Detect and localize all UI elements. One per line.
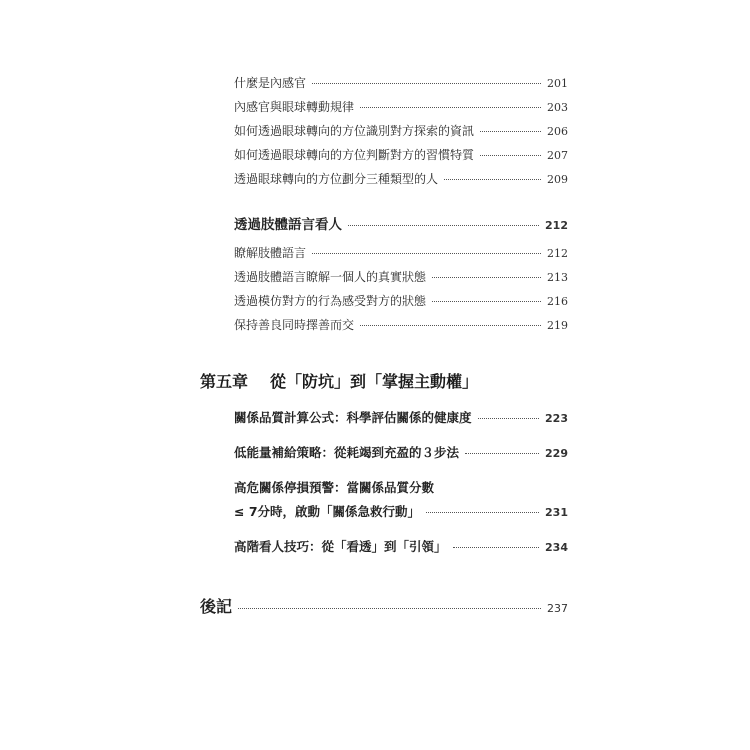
dot-leader xyxy=(312,253,541,254)
toc-entry-page: 229 xyxy=(545,447,568,460)
toc-entry-page: 203 xyxy=(547,101,568,114)
dot-leader xyxy=(426,512,539,513)
toc-entry-title: 透過眼球轉向的方位劃分三種類型的人 xyxy=(234,172,439,186)
postscript-page: 237 xyxy=(547,602,568,615)
toc-entry-title: 透過模仿對方的行為感受對方的狀態 xyxy=(234,294,427,308)
toc-entry-title: 內感官與眼球轉動規律 xyxy=(234,100,355,114)
dot-leader xyxy=(465,453,539,454)
toc-entry xyxy=(234,244,568,264)
dot-leader xyxy=(360,325,541,326)
chapter-title: 從「防坑」到「掌握主動權」 xyxy=(270,372,479,391)
toc-entry xyxy=(234,502,568,522)
dot-leader xyxy=(348,225,539,226)
dot-leader xyxy=(312,83,541,84)
toc-entry xyxy=(234,443,568,463)
toc-postscript xyxy=(200,594,568,614)
toc-entry xyxy=(234,170,568,190)
toc-entry-title: 高階看人技巧：從「看透」到「引領」 xyxy=(234,539,447,554)
toc-entry-page: 213 xyxy=(547,271,568,284)
toc-entry xyxy=(234,122,568,142)
toc-entry-title-line2: ≤ 7分時，啟動「關係急救行動」 xyxy=(234,504,421,519)
dot-leader xyxy=(453,547,540,548)
toc-section-page: 212 xyxy=(545,219,568,232)
toc-entry-title: 關係品質計算公式：科學評估關係的健康度 xyxy=(234,410,472,425)
toc-entry-page: 206 xyxy=(547,125,568,138)
toc-section-title: 透過肢體語言看人 xyxy=(234,217,342,233)
toc-entry xyxy=(234,268,568,288)
toc-entry-page: 207 xyxy=(547,149,568,162)
toc-entry xyxy=(234,98,568,118)
toc-entry-page: 209 xyxy=(547,173,568,186)
chapter-number: 第五章 xyxy=(200,372,249,391)
toc-entry xyxy=(234,537,568,557)
toc-entry xyxy=(234,408,568,428)
toc-entry-title-line1: 高危關係停損預警：當關係品質分數 xyxy=(234,480,435,495)
postscript-title: 後記 xyxy=(200,597,233,616)
dot-leader xyxy=(478,418,540,419)
toc-entry-page: 231 xyxy=(545,506,568,519)
dot-leader xyxy=(480,131,541,132)
dot-leader xyxy=(444,179,541,180)
toc-entry-page: 223 xyxy=(545,412,568,425)
toc-entry-page: 216 xyxy=(547,295,568,308)
dot-leader xyxy=(480,155,541,156)
toc-entry xyxy=(234,292,568,312)
dot-leader xyxy=(360,107,541,108)
toc-entry xyxy=(234,74,568,94)
toc-entry-page: 212 xyxy=(547,247,568,260)
dot-leader xyxy=(432,301,541,302)
toc-section xyxy=(234,213,568,233)
toc-entry-page: 234 xyxy=(545,541,568,554)
toc-entry xyxy=(234,316,568,336)
toc-entry-title: 如何透過眼球轉向的方位識別對方探索的資訊 xyxy=(234,124,475,138)
toc-entry-title: 低能量補給策略：從耗竭到充盈的３步法 xyxy=(234,445,460,460)
toc-entry-page: 201 xyxy=(547,77,568,90)
toc-entry-title: 保持善良同時擇善而交 xyxy=(234,318,355,332)
toc-entry-title: 瞭解肢體語言 xyxy=(234,246,307,260)
toc-entry-page: 219 xyxy=(547,319,568,332)
toc-entry-title: 透過肢體語言瞭解一個人的真實狀態 xyxy=(234,270,427,284)
dot-leader xyxy=(432,277,541,278)
chapter-heading xyxy=(200,369,478,392)
dot-leader xyxy=(238,608,541,609)
toc-entry-title: 如何透過眼球轉向的方位判斷對方的習慣特質 xyxy=(234,148,475,162)
toc-entry-title: 什麼是內感官 xyxy=(234,76,307,90)
toc-entry xyxy=(234,146,568,166)
